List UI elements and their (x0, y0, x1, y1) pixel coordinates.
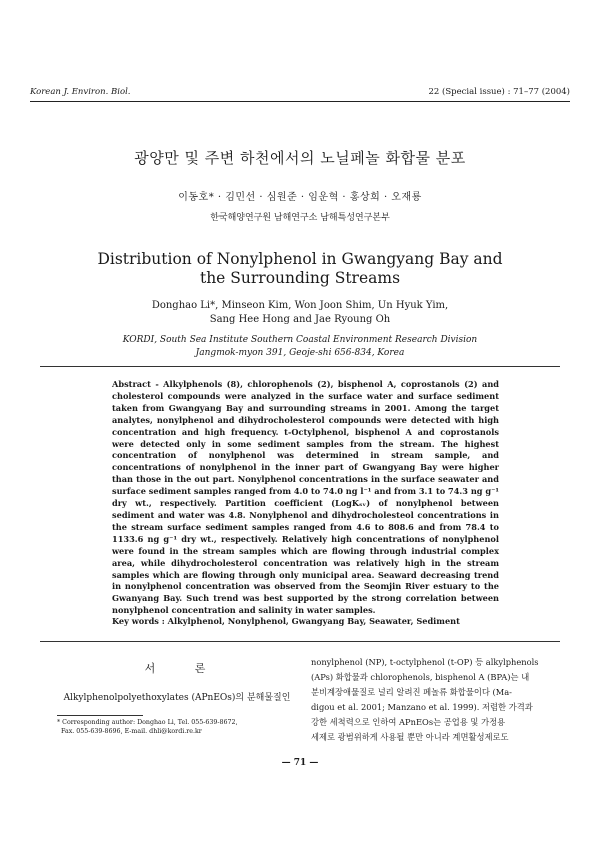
english-affiliation-line-1: KORDI, South Sea Institute Southern Coastal Environment Research Division (122, 335, 478, 345)
right-line: (APs) 화합물과 chlorophenols, bisphenol A (BPA)는 내 (311, 672, 530, 682)
footnote-line-2: Fax. 055-639-8696, E-mail. dhli@kordi.re.kr (61, 728, 202, 735)
english-title (0, 250, 600, 288)
abstract-lead: Abstract (112, 379, 151, 389)
footnote-line-1: * Corresponding author: Donghao Li, Tel. 055-639-8672, (57, 719, 238, 726)
abstract (112, 379, 499, 617)
keywords: Key words : Alkylphenol, Nonylphenol, Gwangyang Bay, Seawater, Sediment (112, 616, 460, 626)
korean-title: 광양만 및 주변 하천에서의 노닐페놀 화합물 분포 (134, 149, 466, 167)
english-title-line-1: Distribution of Nonylphenol in Gwangyang Bay and (97, 250, 503, 268)
page-number: — 71 — (281, 758, 319, 768)
left-column-text: Alkylphenolpolyethoxylates (APnEOs)의 분해물질인 (63, 693, 291, 703)
abstract-top-rule (40, 366, 560, 367)
journal-name: Korean J. Environ. Biol. (30, 87, 131, 97)
section-heading: 서 론 (144, 662, 224, 675)
right-line: 분비계장애물질로 널리 알려진 페놀류 화합물이다 (Ma- (311, 687, 512, 697)
issue-info: 22 (Special issue) : 71–77 (2004) (428, 87, 570, 97)
korean-affiliation: 한국해양연구원 남해연구소 남해특성연구본부 (210, 213, 390, 223)
english-authors-line-2: Sang Hee Hong and Jae Ryoung Oh (209, 314, 391, 325)
right-line: 강한 세척력으로 인하여 APnEOs는 공업용 및 가정용 (311, 717, 506, 727)
abstract-bottom-rule (40, 641, 560, 642)
footnote (57, 718, 317, 736)
english-authors-line-1: Donghao Li*, Minseon Kim, Won Joon Shim, Un Hyuk Yim, (151, 300, 449, 311)
english-affiliation (0, 334, 600, 360)
right-line: 세제로 광범위하게 사용될 뿐만 아니라 계면활성제로도 (311, 732, 509, 742)
abstract-text: - Alkylphenols (8), chlorophenols (2), bisphenol A, coprostanols (2) and cholesterol compounds were analyzed in the surface water and surface sediment taken from Gwangyang Bay and surrounding streams in 2001. Among the target analytes, nonylphenol and dihydrocholesterol compounds were detected with high concentration and high frequency. t-Octylphenol, bisphenol A and coprostanols were detected only in some sediment samples from the stream. The highest concentration of nonylphenol was determined in stream sample, and concentrations of nonylphenol in the inner part of Gwangyang Bay were higher than those in the out part. Nonylphenol concentrations in the surface seawater and surface sediment samples ranged from 4.0 to 74.0 ng l⁻¹ and from 3.1 to 74.3 ng g⁻¹ dry wt., respectively. Partition coefficient (LogKₛᵥ) of nonylphenol between sediment and water was 4.8. Nonylphenol and dihydrocholesteol concentrations in the stream surface sediment samples ranged from 4.6 to 808.6 and from 78.4 to 1133.6 ng g⁻¹ dry wt., respectively. Relatively high concentrations of nonylphenol were found in the stream samples which are flowing through industrial complex area, while dihydrocholesterol concentration was relatively high in the stream samples which are flowing through only municipal area. Seaward decreasing trend in nonylphenol concentration was observed from the Seomjin River estuary to the Gwanyang Bay. Such trend was best supported by the strong correlation between nonylphenol concentration and salinity in water samples. (112, 379, 500, 616)
korean-authors: 이동호* · 김민선 · 심원준 · 임운혁 · 홍상희 · 오재룡 (178, 192, 422, 203)
right-line: digou et al. 2001; Manzano et al. 1999). 저렴한 가격과 (311, 702, 533, 712)
english-title-line-2: the Surrounding Streams (199, 269, 401, 287)
english-affiliation-line-2: Jangmok-myon 391, Geoje-shi 656-834, Korea (195, 348, 405, 358)
right-column (311, 655, 544, 745)
footnote-rule (57, 715, 143, 716)
header-rule (30, 101, 570, 102)
right-line: nonylphenol (NP), t-octylphenol (t-OP) 등 alkylphenols (311, 657, 539, 667)
english-authors (0, 299, 600, 327)
left-column (57, 660, 297, 703)
